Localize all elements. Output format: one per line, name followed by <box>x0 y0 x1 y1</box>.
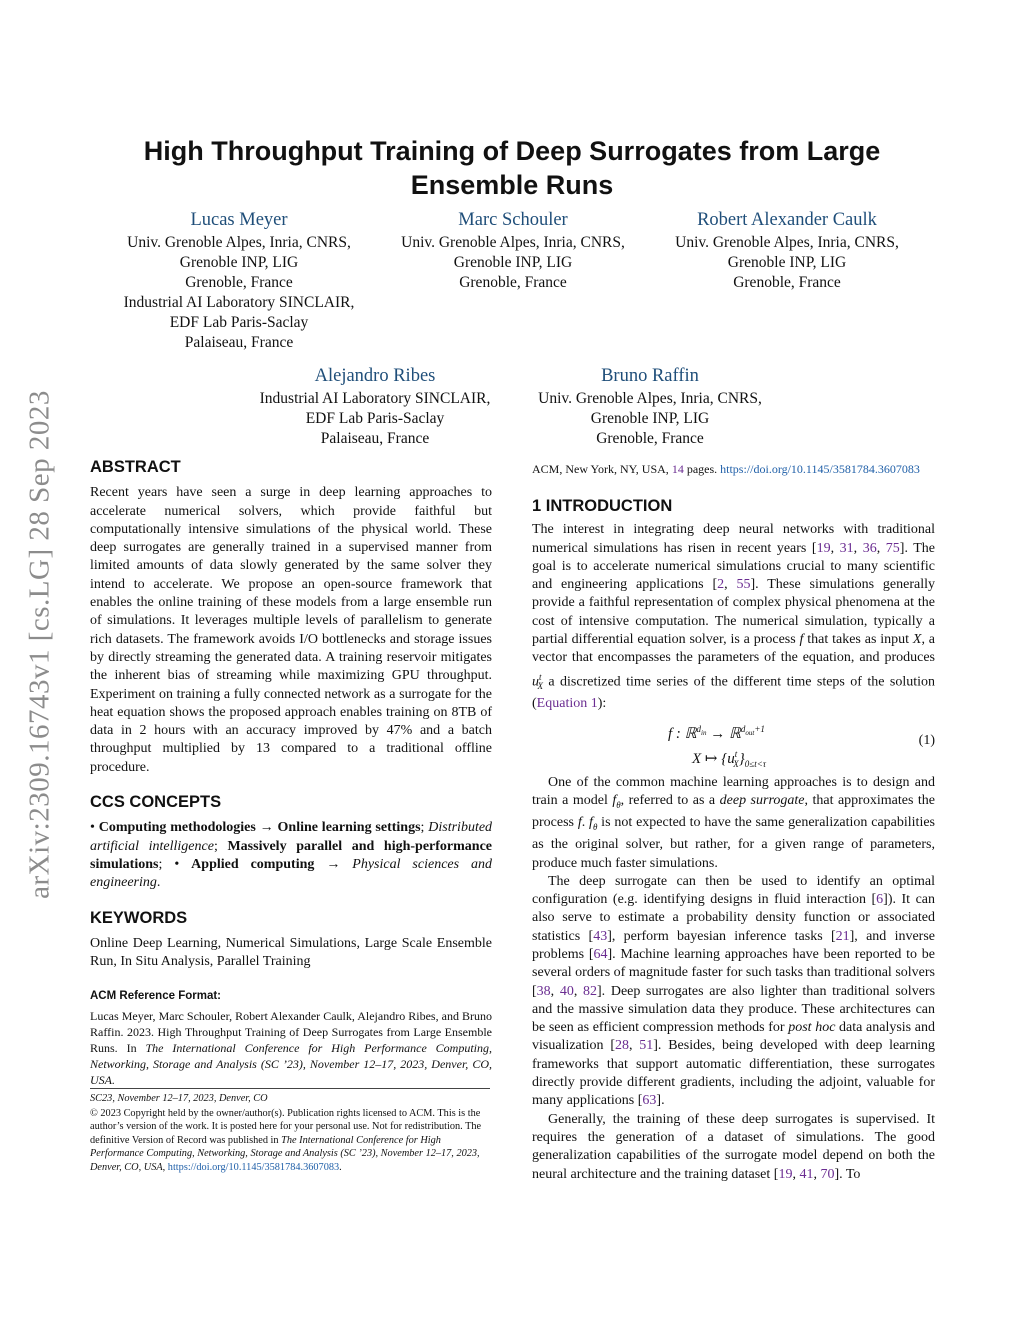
citation[interactable]: 41 <box>799 1166 814 1182</box>
affiliation-line: Grenoble INP, LIG <box>727 254 847 271</box>
affiliation-line: Grenoble INP, LIG <box>590 410 710 427</box>
author-block <box>249 363 501 449</box>
citation[interactable]: 51 <box>639 1038 654 1054</box>
abstract-text: Recent years have seen a surge in deep learning approaches to accelerate numerical solvers, which provide faithful but computationally intensive simulations of the physical world. These deep surrogates are generally trained in a supervised manner from limited amounts of data slowly generated by the same solver they intend to accelerate. We propose an open-source framework that enables the online training of these models from a large ensemble run of simulations. It leverages multiple levels of parallelism to generate rich datasets. The framework avoids I/O bottlenecks and storage issues by directly streaming the generated data. A training reservoir mitigates the inherent bias of streaming while maximizing GPU throughput. Experiment on training a fully connected network as a surrogate for the heat equation shows the proposed approach enables training on 8TB of data in 2 hours with an accuracy improved by 47% and a batch throughput multiplied by 13 compared to a traditional offline procedure. <box>90 485 492 775</box>
acm-ref-heading: ACM Reference Format: <box>90 990 221 1003</box>
keywords-heading: KEYWORDS <box>90 908 188 927</box>
affiliation-line: Grenoble, France <box>596 430 704 447</box>
abstract-heading: ABSTRACT <box>90 458 181 476</box>
author-name[interactable]: Alejandro Ribes <box>314 366 436 386</box>
citation[interactable]: 19 <box>778 1166 793 1182</box>
acm-ref-text: Lucas Meyer, Marc Schouler, Robert Alexander Caulk, Alejandro Ribes, and Bruno Raffin. 2023. High Throughput Training of Deep Surrogates from Large Ensemble Runs. In The International Conference for High Performance Computing, Networking, Storage and Analysis (SC ’23), November 12–17, 2023, Denver, CO, USA. <box>90 1008 493 1087</box>
right-column <box>532 461 935 1184</box>
intro-heading: 1 INTRODUCTION <box>532 497 673 515</box>
affiliation-line: Industrial AI Laboratory SINCLAIR, <box>123 294 355 311</box>
intro-paragraph: Generally, the training of these deep surrogates is supervised. It requires the generation of a dataset of simulations. The good generalization capabilities of the surrogate model depend on both the neural architecture and the training dataset [19, 41, 70]. To <box>532 1111 935 1182</box>
acm-doi-link[interactable]: https://doi.org/10.1145/3581784.3607083 <box>720 462 920 476</box>
citation[interactable]: 31 <box>839 540 854 556</box>
affiliation-line: Univ. Grenoble Alpes, Inria, CNRS, <box>401 234 625 251</box>
equation-line-1: f : ℝ$^{d_{in}}$ → ℝ$^{d_{out}+1}$ <box>668 723 765 742</box>
author-block <box>113 207 365 353</box>
author-name[interactable]: Robert Alexander Caulk <box>697 210 877 230</box>
author-name[interactable]: Lucas Meyer <box>190 210 288 230</box>
equation-line-2: X ↦ $\{u^t_X\}_{0\le t<\tau}$ <box>692 748 766 769</box>
equation-number: (1) <box>918 732 935 748</box>
citation[interactable]: 43 <box>593 928 608 944</box>
affiliation-line: Univ. Grenoble Alpes, Inria, CNRS, <box>675 234 899 251</box>
citation[interactable]: 19 <box>816 540 831 556</box>
intro-paragraph: The deep surrogate can then be used to identify an optimal configuration (e.g. identifying designs in fluid interaction [6]). It can also serve to estimate a probability density function or associated statistics [43], perform bayesian inference tasks [21], and inverse problems [64]. Machine learning approaches have been reported to be several orders of magnitude faster for such tasks than traditional solvers [38, 40, 82]. Deep surrogates are also lighter than traditional solvers and the massive simulation data they produce. These architectures can be seen as efficient compression methods for post hoc data analysis and visualization [28, 51]. Besides, being developed with deep learning frameworks that support automatic differentiation, these surrogates directly provide different gradients, including the adjoint, valuable for many applications [63]. <box>532 873 936 1109</box>
arxiv-stamp: arXiv:2309.16743v1 [cs.LG] 28 Sep 2023 <box>23 390 56 899</box>
footnote-rule <box>90 1088 490 1089</box>
citation[interactable]: 75 <box>885 540 900 556</box>
affiliation-line: Grenoble, France <box>459 274 567 291</box>
citation[interactable]: 55 <box>736 577 751 593</box>
citation[interactable]: 2 <box>717 577 725 593</box>
ccs-heading: CCS CONCEPTS <box>90 793 222 812</box>
affiliation-line: Palaiseau, France <box>184 334 294 351</box>
citation[interactable]: 40 <box>559 983 574 999</box>
acm-ref-continued: ACM, New York, NY, USA, 14 pages. https://doi.org/10.1145/3581784.3607083 <box>532 462 920 476</box>
affiliation-line: Grenoble, France <box>733 274 841 291</box>
affiliation-line: Univ. Grenoble Alpes, Inria, CNRS, <box>127 234 351 251</box>
citation[interactable]: 28 <box>614 1038 629 1054</box>
footnote <box>90 1092 492 1175</box>
affiliation-line: EDF Lab Paris-Saclay <box>169 314 309 331</box>
citation[interactable]: 82 <box>583 983 598 999</box>
citation[interactable]: 6 <box>876 892 884 908</box>
affiliation-line: Grenoble INP, LIG <box>453 254 573 271</box>
author-name[interactable]: Marc Schouler <box>458 210 568 230</box>
author-block <box>524 363 776 449</box>
author-block <box>661 207 913 293</box>
affiliation-line: Grenoble, France <box>185 274 293 291</box>
equation-link[interactable]: Equation 1 <box>536 696 598 712</box>
affiliation-line: Industrial AI Laboratory SINCLAIR, <box>259 390 491 407</box>
citation[interactable]: 64 <box>593 946 608 962</box>
affiliation-line: Palaiseau, France <box>320 430 430 447</box>
intro-paragraph: One of the common machine learning approaches is to design and train a model $f_\theta$, referred to as a deep surrogate, that approximates the process f. $f_\theta$ is not expected to have the same generalization capabilities as the original solver, but rather, for a given range of parameters, produce much faster simulations. <box>532 774 936 871</box>
author-block <box>387 207 639 293</box>
citation[interactable]: 38 <box>536 983 551 999</box>
intro-paragraph: The interest in integrating deep neural networks with traditional numerical simulations has risen in recent years [19, 31, 36, 75]. The goal is to accelerate numerical simulations crucial to many scientific and engineering applications [2, 55]. These simulations generally provide a faithful representation of complex physical phenomena at the cost of intensive computation. The numerical simulation, typically a partial differential equation solver, is a process f that takes as input X, a vector that encompasses the parameters of the equation, and produces $u^t_X$ a discretized time series of the different time steps of the solution (Equation 1): <box>532 522 936 712</box>
affiliation-line: Univ. Grenoble Alpes, Inria, CNRS, <box>538 390 762 407</box>
citation[interactable]: 36 <box>862 540 877 556</box>
ccs-text: • Computing methodologies → Online learning settings; Distributed artificial intelligence; Massively parallel and high-performance simulations; • Applied computing → Physical sciences and engineering. <box>90 820 493 891</box>
equation-block <box>532 718 935 774</box>
citation[interactable]: 21 <box>835 928 850 944</box>
author-name[interactable]: Bruno Raffin <box>601 366 699 386</box>
paper-title: High Throughput Training of Deep Surrogates from Large Ensemble Runs <box>143 136 881 200</box>
keywords-text: Online Deep Learning, Numerical Simulations, Large Scale Ensemble Run, In Situ Analysis, Parallel Training <box>90 935 492 970</box>
citation[interactable]: 70 <box>820 1166 835 1182</box>
citation[interactable]: 63 <box>642 1093 657 1109</box>
left-column <box>90 458 492 1088</box>
footnote-conference: SC23, November 12–17, 2023, Denver, CO <box>90 1093 268 1104</box>
footnote-copyright: © 2023 Copyright held by the owner/author(s). Publication rights licensed to ACM. This is the author’s version of the work. It is posted here for your personal use. Not for redistribution. The definitive Version of Record was published in The International Conference for High Performance Computing, Networking, Storage and Analysis (SC ’23), November 12–17, 2023, Denver, CO, USA, https://doi.org/10.1145/3581784.3607083. <box>90 1107 482 1173</box>
affiliation-line: EDF Lab Paris-Saclay <box>305 410 445 427</box>
doi-link[interactable]: https://doi.org/10.1145/3581784.3607083 <box>167 1161 340 1173</box>
pages-link[interactable]: 14 <box>671 462 684 476</box>
affiliation-line: Grenoble INP, LIG <box>179 254 299 271</box>
